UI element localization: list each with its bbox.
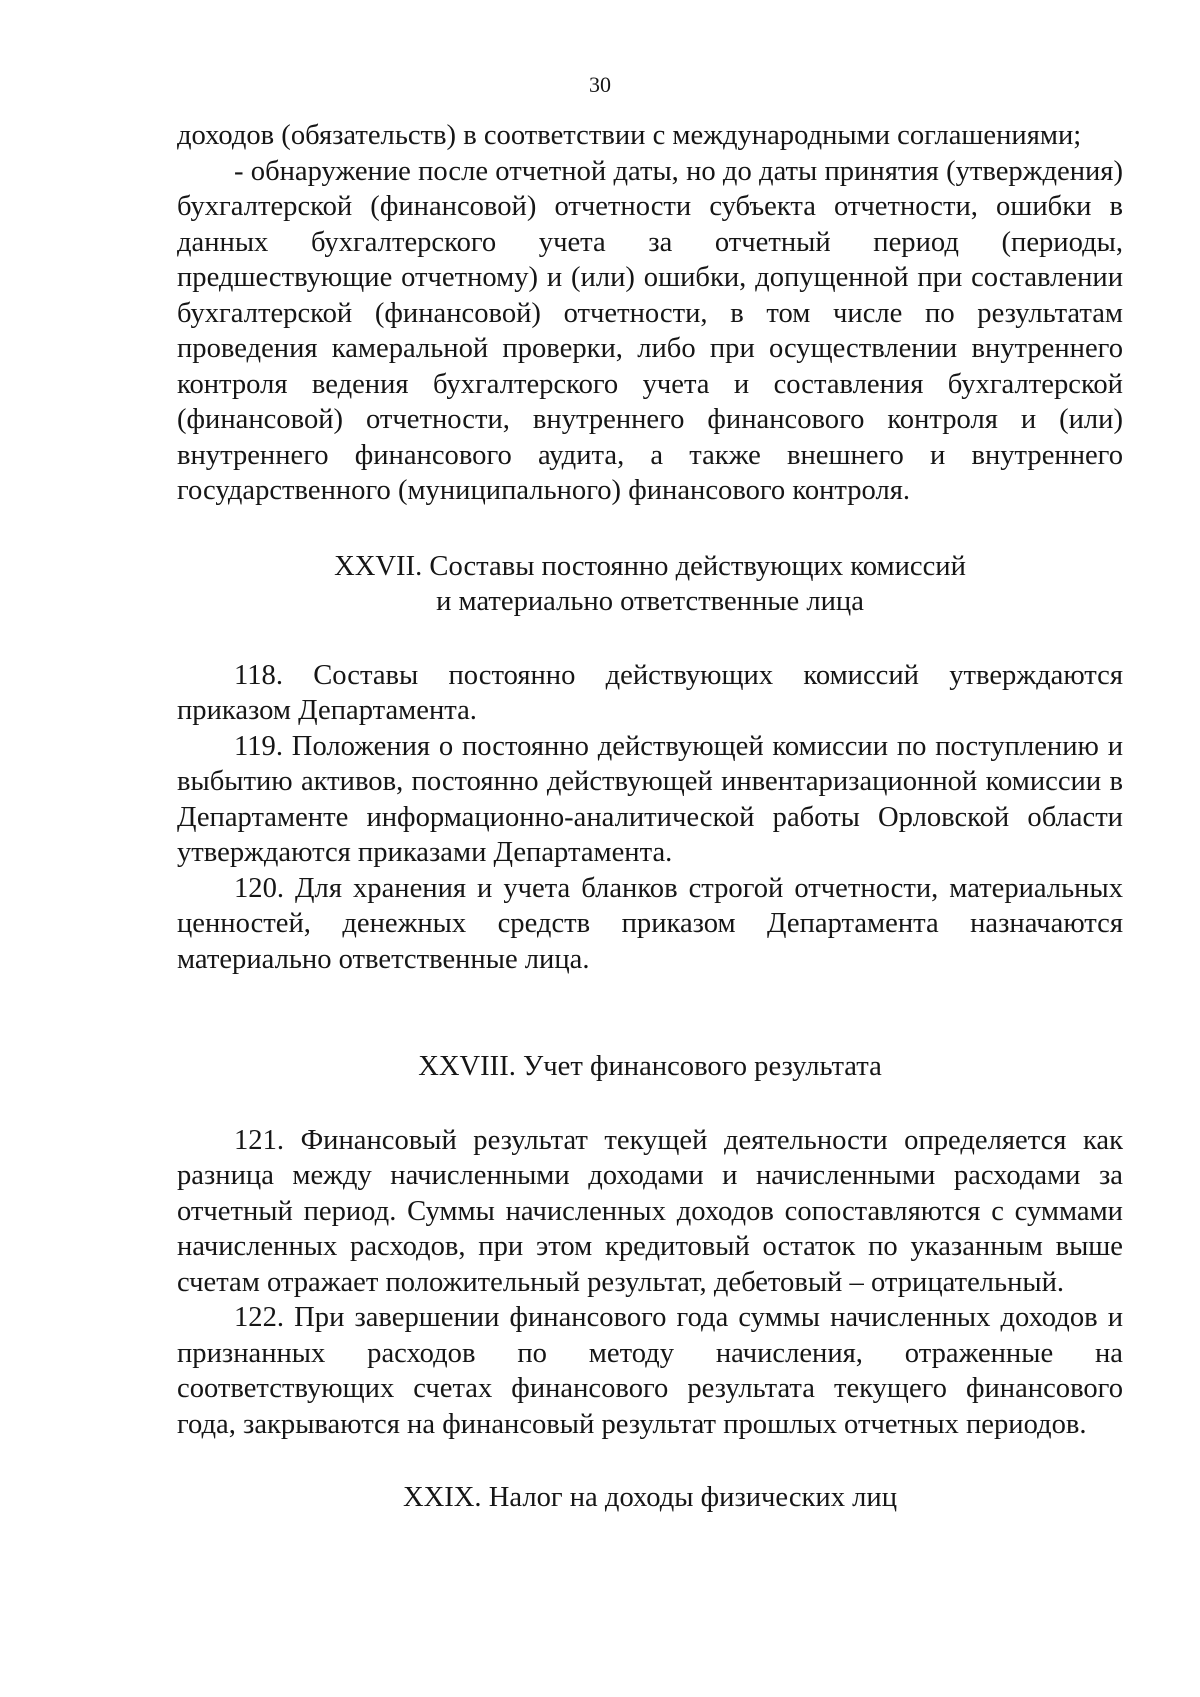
paragraph-122: 122. При завершении финансового года суммы начисленных доходов и признанных расходов по методу начисления, отраженные на соответствующих счетах финансового результата текущего финансового года, закрываются на финансовый результат прошлых отчетных периодов. [177, 1302, 1123, 1440]
document-body [177, 118, 1123, 1516]
section-heading-27-line2: и материально ответственные лица [436, 586, 864, 617]
section-heading-27-line1: XXVII. Составы постоянно действующих комиссий [334, 550, 966, 582]
section-heading-28: XXVIII. Учет финансового результата [418, 1051, 882, 1082]
section-heading-29: XXIX. Налог на доходы физических лиц [402, 1482, 898, 1513]
page-number: 30 [589, 72, 611, 97]
paragraph-118: 118. Составы постоянно действующих комиссий утверждаются приказом Департамента. [177, 659, 1123, 726]
paragraph-121: 121. Финансовый результат текущей деятельности определяется как разница между начисленными доходами и начисленными расходами за отчетный период. Суммы начисленных доходов сопоставляются с суммами начисленных расходов, при этом кредитовый остаток по указанным выше счетам отражает положительный результат, дебетовый – отрицательный. [177, 1124, 1123, 1298]
paragraph-120: 120. Для хранения и учета бланков строгой отчетности, материальных ценностей, денежных средств приказом Департамента назначаются материально ответственные лица. [177, 872, 1123, 975]
paragraph-continuation: доходов (обязательств) в соответствии с международными соглашениями; [177, 120, 1082, 151]
paragraph-119: 119. Положения о постоянно действующей комиссии по поступлению и выбытию активов, постоянно действующей инвентаризационной комиссии в Департаменте информационно-аналитической работы Орловской области утверждаются приказами Департамента. [177, 730, 1123, 868]
paragraph-error-detection: - обнаружение после отчетной даты, но до даты принятия (утверждения) бухгалтерской (финансовой) отчетности субъекта отчетности, ошибки в данных бухгалтерского учета за отчетный период (периоды, предшествующие отчетному) и (или) ошибки, допущенной при составлении бухгалтерской (финансовой) отчетности, в том числе по результатам проведения камеральной проверки, либо при осуществлении внутреннего контроля ведения бухгалтерского учета и составления бухгалтерской (финансовой) отчетности, внутреннего финансового контроля и (или) внутреннего финансового аудита, а также внешнего и внутреннего государственного (муниципального) финансового контроля. [177, 155, 1123, 506]
section-heading-27 [177, 549, 1123, 620]
